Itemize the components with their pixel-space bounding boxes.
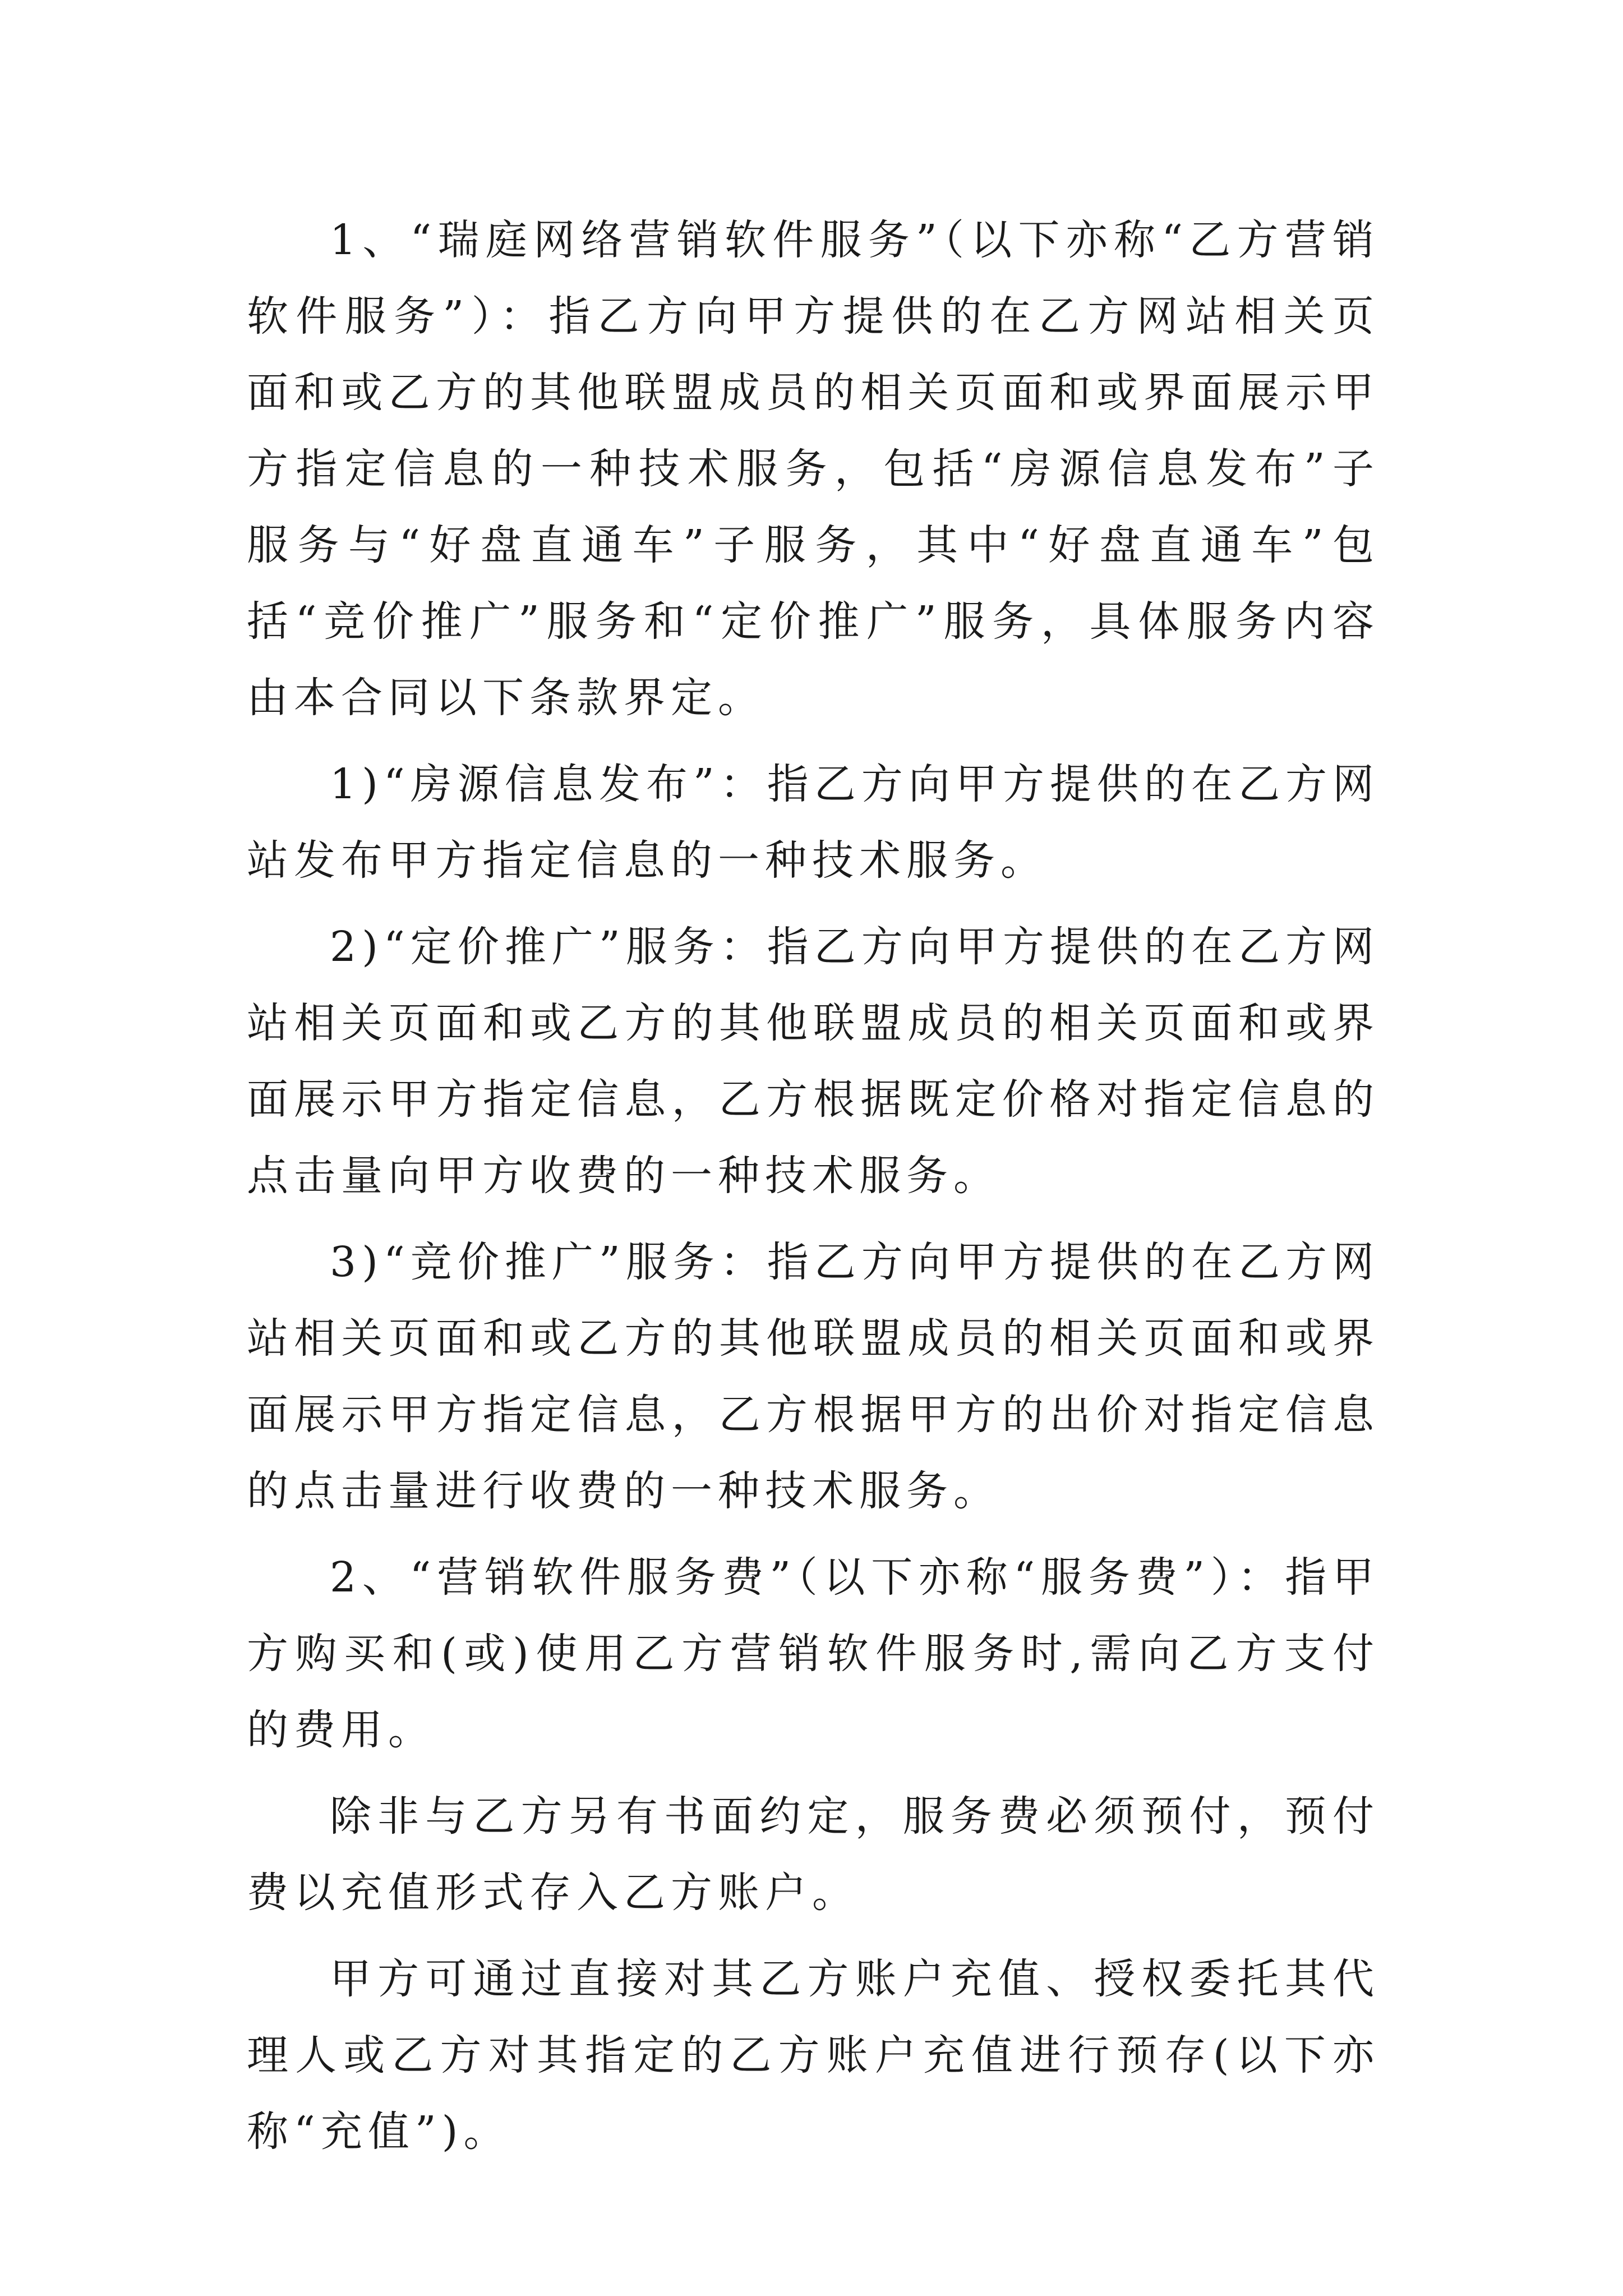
paragraph-definition-1: 1、“瑞庭网络营销软件服务”（以下亦称“乙方营销软件服务”）：指乙方向甲方提供的在乙方网站相关页面和或乙方的其他联盟成员的相关页面和或界面展示甲方指定信息的一种技术服务，包括“房源信息发布”子服务与“好盘直通车”子服务，其中“好盘直通车”包括“竞价推广”服务和“定价推广”服务，具体服务内容由本合同以下条款界定。 xyxy=(247,216,1380,722)
paragraph-bidding-promotion: 3)“竞价推广”服务：指乙方向甲方提供的在乙方网站相关页面和或乙方的其他联盟成员的相关页面和或界面展示甲方指定信息，乙方根据甲方的出价对指定信息的点击量进行收费的一种技术服务。 xyxy=(247,1238,1380,1515)
document-body xyxy=(247,202,1380,2170)
paragraph-listing-release: 1)“房源信息发布”：指乙方向甲方提供的在乙方网站发布甲方指定信息的一种技术服务。 xyxy=(247,760,1380,885)
paragraph-definition-2: 2、“营销软件服务费”（以下亦称“服务费”）：指甲方购买和(或)使用乙方营销软件服务时,需向乙方支付的费用。 xyxy=(247,1553,1380,1754)
paragraph-fixed-price-promotion: 2)“定价推广”服务：指乙方向甲方提供的在乙方网站相关页面和或乙方的其他联盟成员的相关页面和或界面展示甲方指定信息，乙方根据既定价格对指定信息的点击量向甲方收费的一种技术服务。 xyxy=(247,923,1380,1200)
paragraph-prepayment: 除非与乙方另有书面约定，服务费必须预付，预付费以充值形式存入乙方账户。 xyxy=(247,1792,1380,1917)
paragraph-recharge: 甲方可通过直接对其乙方账户充值、授权委托其代理人或乙方对其指定的乙方账户充值进行预存(以下亦称“充值”)。 xyxy=(247,1955,1380,2156)
